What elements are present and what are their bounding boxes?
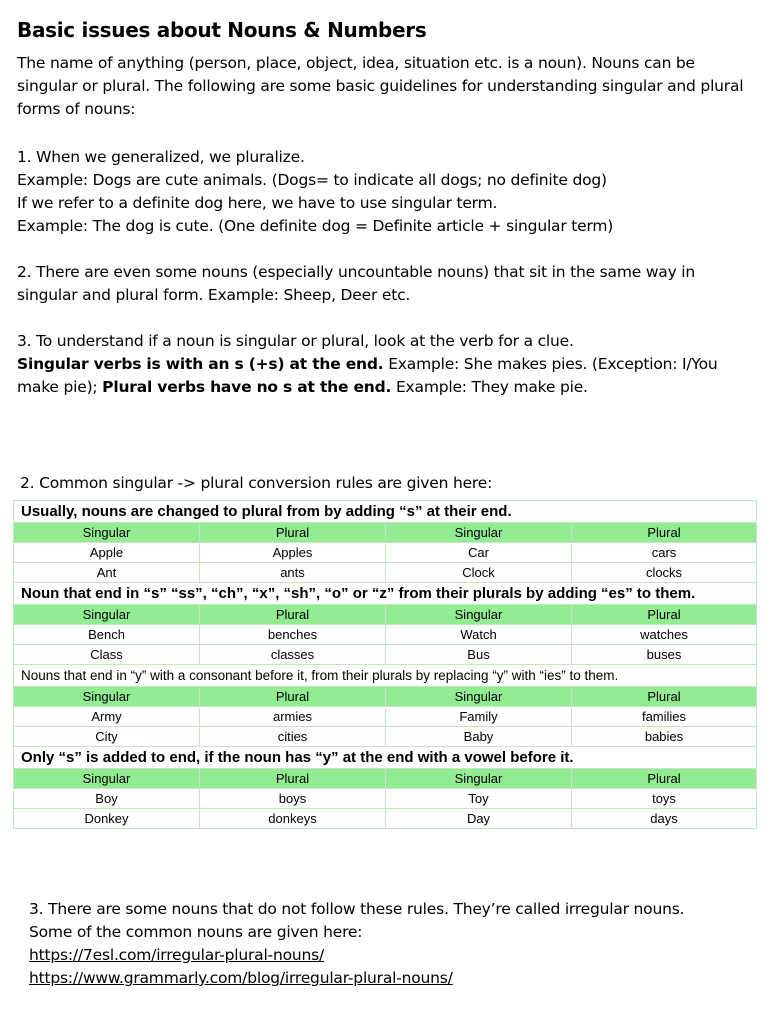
plural-rules-table: [13, 500, 757, 829]
column-header: Plural: [572, 605, 757, 625]
point-1: [17, 146, 752, 238]
point-3-text-1: Example: She makes pies. (Exception: I/You make pie);: [17, 355, 718, 396]
table-row: [14, 543, 757, 563]
table-cell: cars: [572, 543, 757, 563]
table-cell: armies: [200, 707, 386, 727]
column-header: Plural: [200, 605, 386, 625]
irregular-link-grammarly[interactable]: https://www.grammarly.com/blog/irregular-plural-nouns/: [29, 969, 453, 987]
column-header: Singular: [386, 605, 572, 625]
rules-heading: 2. Common singular -> plural conversion rules are given here:: [20, 474, 493, 492]
table-cell: ants: [200, 563, 386, 583]
table-cell: Family: [386, 707, 572, 727]
table-cell: Car: [386, 543, 572, 563]
column-header: Plural: [572, 687, 757, 707]
point-3-line-1: 3. To understand if a noun is singular or plural, look at the verb for a clue.: [17, 332, 574, 350]
column-header-row: [14, 687, 757, 707]
column-header: Plural: [200, 769, 386, 789]
rule-heading-row: [14, 665, 757, 687]
table-cell: families: [572, 707, 757, 727]
table-row: [14, 563, 757, 583]
table-cell: Bus: [386, 645, 572, 665]
point-2: 2. There are even some nouns (especially uncountable nouns) that sit in the same way in singular and plural form. Example: Sheep, Deer etc.: [17, 263, 696, 304]
page-title: Basic issues about Nouns & Numbers: [17, 18, 427, 42]
table-cell: clocks: [572, 563, 757, 583]
point-3-body: [17, 353, 752, 399]
table-cell: Apple: [14, 543, 200, 563]
table-row: [14, 645, 757, 665]
irregular-link-7esl[interactable]: https://7esl.com/irregular-plural-nouns/: [29, 946, 324, 964]
point-1-line-2: Example: Dogs are cute animals. (Dogs= to indicate all dogs; no definite dog): [17, 171, 607, 189]
table-cell: Army: [14, 707, 200, 727]
table-cell: cities: [200, 727, 386, 747]
column-header-row: [14, 523, 757, 543]
rule-heading: Only “s” is added to end, if the noun has “y” at the end with a vowel before it.: [14, 747, 757, 769]
column-header: Singular: [14, 687, 200, 707]
point-1-line-1: 1. When we generalized, we pluralize.: [17, 148, 305, 166]
table-cell: donkeys: [200, 809, 386, 829]
table-cell: days: [572, 809, 757, 829]
table-cell: City: [14, 727, 200, 747]
point-3-bold-1: Singular verbs is with an s (+s) at the end.: [17, 355, 384, 373]
table-cell: Clock: [386, 563, 572, 583]
table-cell: toys: [572, 789, 757, 809]
table-cell: Baby: [386, 727, 572, 747]
point-3-text-2: Example: They make pie.: [391, 378, 588, 396]
table-row: [14, 789, 757, 809]
column-header: Singular: [386, 769, 572, 789]
irregular-line-1: 3. There are some nouns that do not follow these rules. They’re called irregular nouns.: [29, 900, 685, 918]
point-3: [17, 330, 752, 399]
table-cell: babies: [572, 727, 757, 747]
table-row: [14, 809, 757, 829]
table-cell: boys: [200, 789, 386, 809]
column-header: Singular: [14, 769, 200, 789]
table-cell: Class: [14, 645, 200, 665]
table-cell: Toy: [386, 789, 572, 809]
table-cell: Ant: [14, 563, 200, 583]
table-cell: Apples: [200, 543, 386, 563]
column-header: Singular: [14, 523, 200, 543]
column-header: Singular: [386, 523, 572, 543]
point-1-line-4: Example: The dog is cute. (One definite dog = Definite article + singular term): [17, 217, 614, 235]
intro-paragraph: The name of anything (person, place, object, idea, situation etc. is a noun). Nouns can be singular or plural. The following are some basic guidelines for understanding singular and plural forms of nouns:: [17, 54, 744, 118]
point-3-bold-2: Plural verbs have no s at the end.: [102, 378, 392, 396]
irregular-nouns-section: [29, 898, 684, 990]
column-header: Plural: [572, 769, 757, 789]
rule-heading: Nouns that end in “y” with a consonant before it, from their plurals by replacing “y” with “ies” to them.: [14, 665, 757, 687]
rule-heading: Noun that end in “s” “ss”, “ch”, “x”, “sh”, “o” or “z” from their plurals by adding “es” to them.: [14, 583, 757, 605]
rule-heading-row: [14, 747, 757, 769]
column-header: Plural: [200, 687, 386, 707]
rule-heading-row: [14, 583, 757, 605]
table-row: [14, 625, 757, 645]
table-cell: buses: [572, 645, 757, 665]
table-cell: Day: [386, 809, 572, 829]
table-cell: classes: [200, 645, 386, 665]
table-cell: Donkey: [14, 809, 200, 829]
point-1-line-3: If we refer to a definite dog here, we have to use singular term.: [17, 194, 498, 212]
column-header: Singular: [386, 687, 572, 707]
rule-heading-row: [14, 501, 757, 523]
column-header: Singular: [14, 605, 200, 625]
table-cell: Bench: [14, 625, 200, 645]
cropped-text-fragment: [29, 1012, 729, 1024]
table-cell: benches: [200, 625, 386, 645]
column-header: Plural: [572, 523, 757, 543]
irregular-line-2: Some of the common nouns are given here:: [29, 923, 363, 941]
column-header: Plural: [200, 523, 386, 543]
table-row: [14, 707, 757, 727]
column-header-row: [14, 769, 757, 789]
table-cell: watches: [572, 625, 757, 645]
table-cell: Boy: [14, 789, 200, 809]
column-header-row: [14, 605, 757, 625]
table-row: [14, 727, 757, 747]
table-cell: Watch: [386, 625, 572, 645]
rule-heading: Usually, nouns are changed to plural from by adding “s” at their end.: [14, 501, 757, 523]
